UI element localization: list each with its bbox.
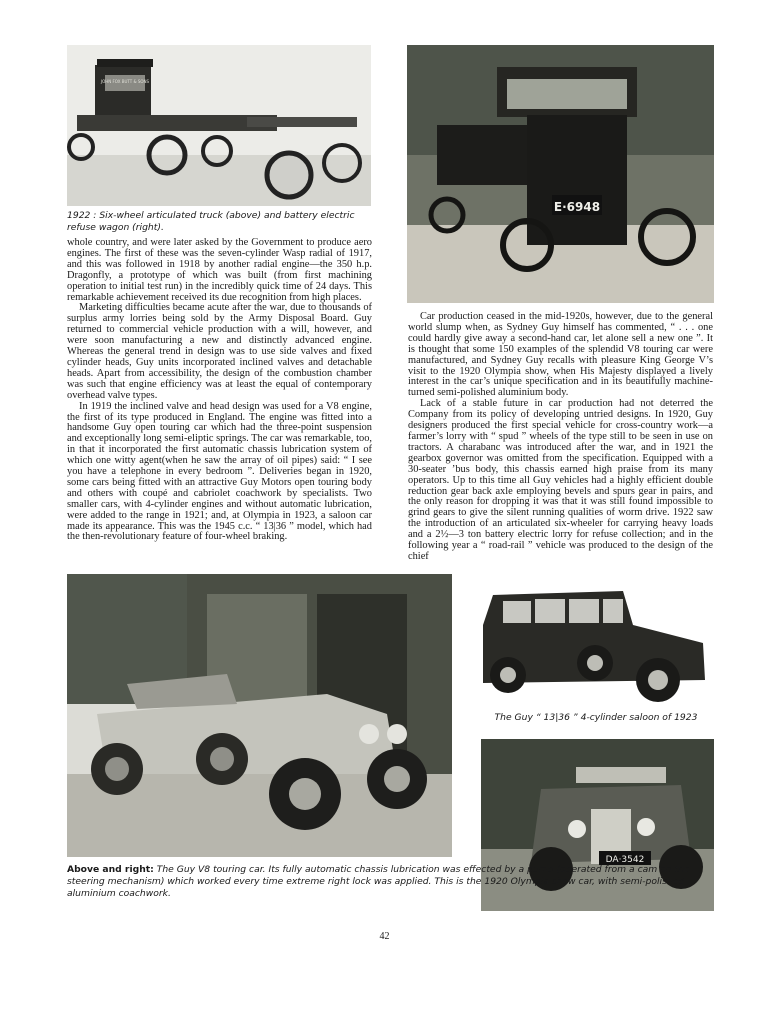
touring-car-caption [67,864,707,900]
left-text-column [67,238,372,543]
left-paragraph: Marketing difficulties became acute after the war, due to thousands of surplus army lorries being sold by the Army Disposal Board. Guy returned to commercial vehicle production with a will, however, and were soon manufacturing a new and distinctly advanced engine. Whereas the general trend in design was to use side valves and fixed cylinder heads, Guy units incorporated inclined valves and detachable heads. Apart from accessibility, the design of the combustion chamber was such that engine efficiency was at least the equal of contemporary overhead valve types. [67,302,372,401]
truck-door-text: JOHN FOX BUTT & SONS [100,79,150,84]
right-paragraph: Car production ceased in the mid-1920s, however, due to the general world slump when, as Sydney Guy himself has commented, “ . . . one could hardly give away a second-hand car, let alone sell a new one ”. It is thought that some 150 examples of the splendid V8 touring car were manufactured, and Sydney Guy recalls with pleasure King George V’s visit to the 1920 Olympia show, when His Majesty displayed a lively interest in the car’s unique specification and in its beautifully machine-turned semi-polished aluminium body. [408,311,713,399]
page-number: 42 [379,931,390,942]
articulated-truck-photo [67,45,371,206]
left-paragraph: whole country, and were later asked by the Government to produce aero engines. The first of these was the seven-cylinder Wasp radial of 1917, and this was followed in 1918 by another radial engine—the 350 h.p. Dragonfly, a prototype of which was built (from first machining operation to initial test run) in the incredibly quick time of 24 days. This remarkable achievement received its due recognition from high places. [67,237,372,303]
caption-lead: Above and right: [67,864,154,875]
right-text-column [408,312,713,563]
saloon-caption: The Guy “ 13|36 ” 4-cylinder saloon of 1923 [494,712,698,723]
refuse-wagon-plate: E·6948 [553,200,601,214]
top-photo-caption: 1922 : Six-wheel articulated truck (above) and battery electric refuse wagon (right). [67,210,355,233]
refuse-wagon-photo [407,45,714,303]
caption-body: The Guy V8 touring car. Its fully automatic chassis lubrication was effected by a pump (operated from a cam on the steering mechanism) which worked every time extreme right lock was applied. This is the 1920 Olympia show car, with semi-polished aluminium coachwork. [67,864,690,899]
right-paragraph: Lack of a stable future in car production had not deterred the Company from its policy of developing untried designs. In 1920, Guy designers produced the first special vehicle for cross-country work—a farmer’s lorry with “ spud ” wheels of the type still to be seen in use on tractors. A charabanc was introduced after the war, and in 1921 the gearbox governor was omitted from the specification. Equipped with a 30-seater ’bus body, this chassis earned high praise from its many operators. Up to this time all Guy vehicles had a highly efficient double reduction gear back axle employing bevels and spurs gear in pairs, and the only reason for dropping it was that it was still found impossible to grind gears to give the silent running qualities of worm drive. 1922 saw the introduction of an articulated six-wheeler for carrying heavy loads and a 2½—3 ton battery electric lorry for refuse collection; and in the following year a “ road-rail ” vehicle was produced to the design of the chief [408,398,713,562]
touring-car-plate: DA·3542 [605,855,645,865]
saloon-photo [473,585,711,705]
v8-touring-car-photo [67,574,452,857]
left-paragraph: In 1919 the inclined valve and head design was used for a V8 engine, the first of its type produced in England. The engine was fitted into a handsome Guy open touring car which had the three-point suspension and exceptionally long semi-eliptic springs. The car was remarkable, too, in that it incorporated the first automatic chassis lubrication system of which one witty agent(when he saw the array of oil pipes) said: “ I see you have a telephone in every bedroom ”. Deliveries began in 1920, some cars being fitted with an attractive Guy Motors open touring body and others with coupé and cabriolet coachwork by specialists. Two smaller cars, with 4-cylinder engines and without automatic lubrication, were added to the range in 1921; and, at Olympia in 1923, a saloon car made its appearance. This was the 1945 c.c. “ 13|36 ” model, which had the then-revolutionary feature of four-wheel braking. [67,400,372,543]
